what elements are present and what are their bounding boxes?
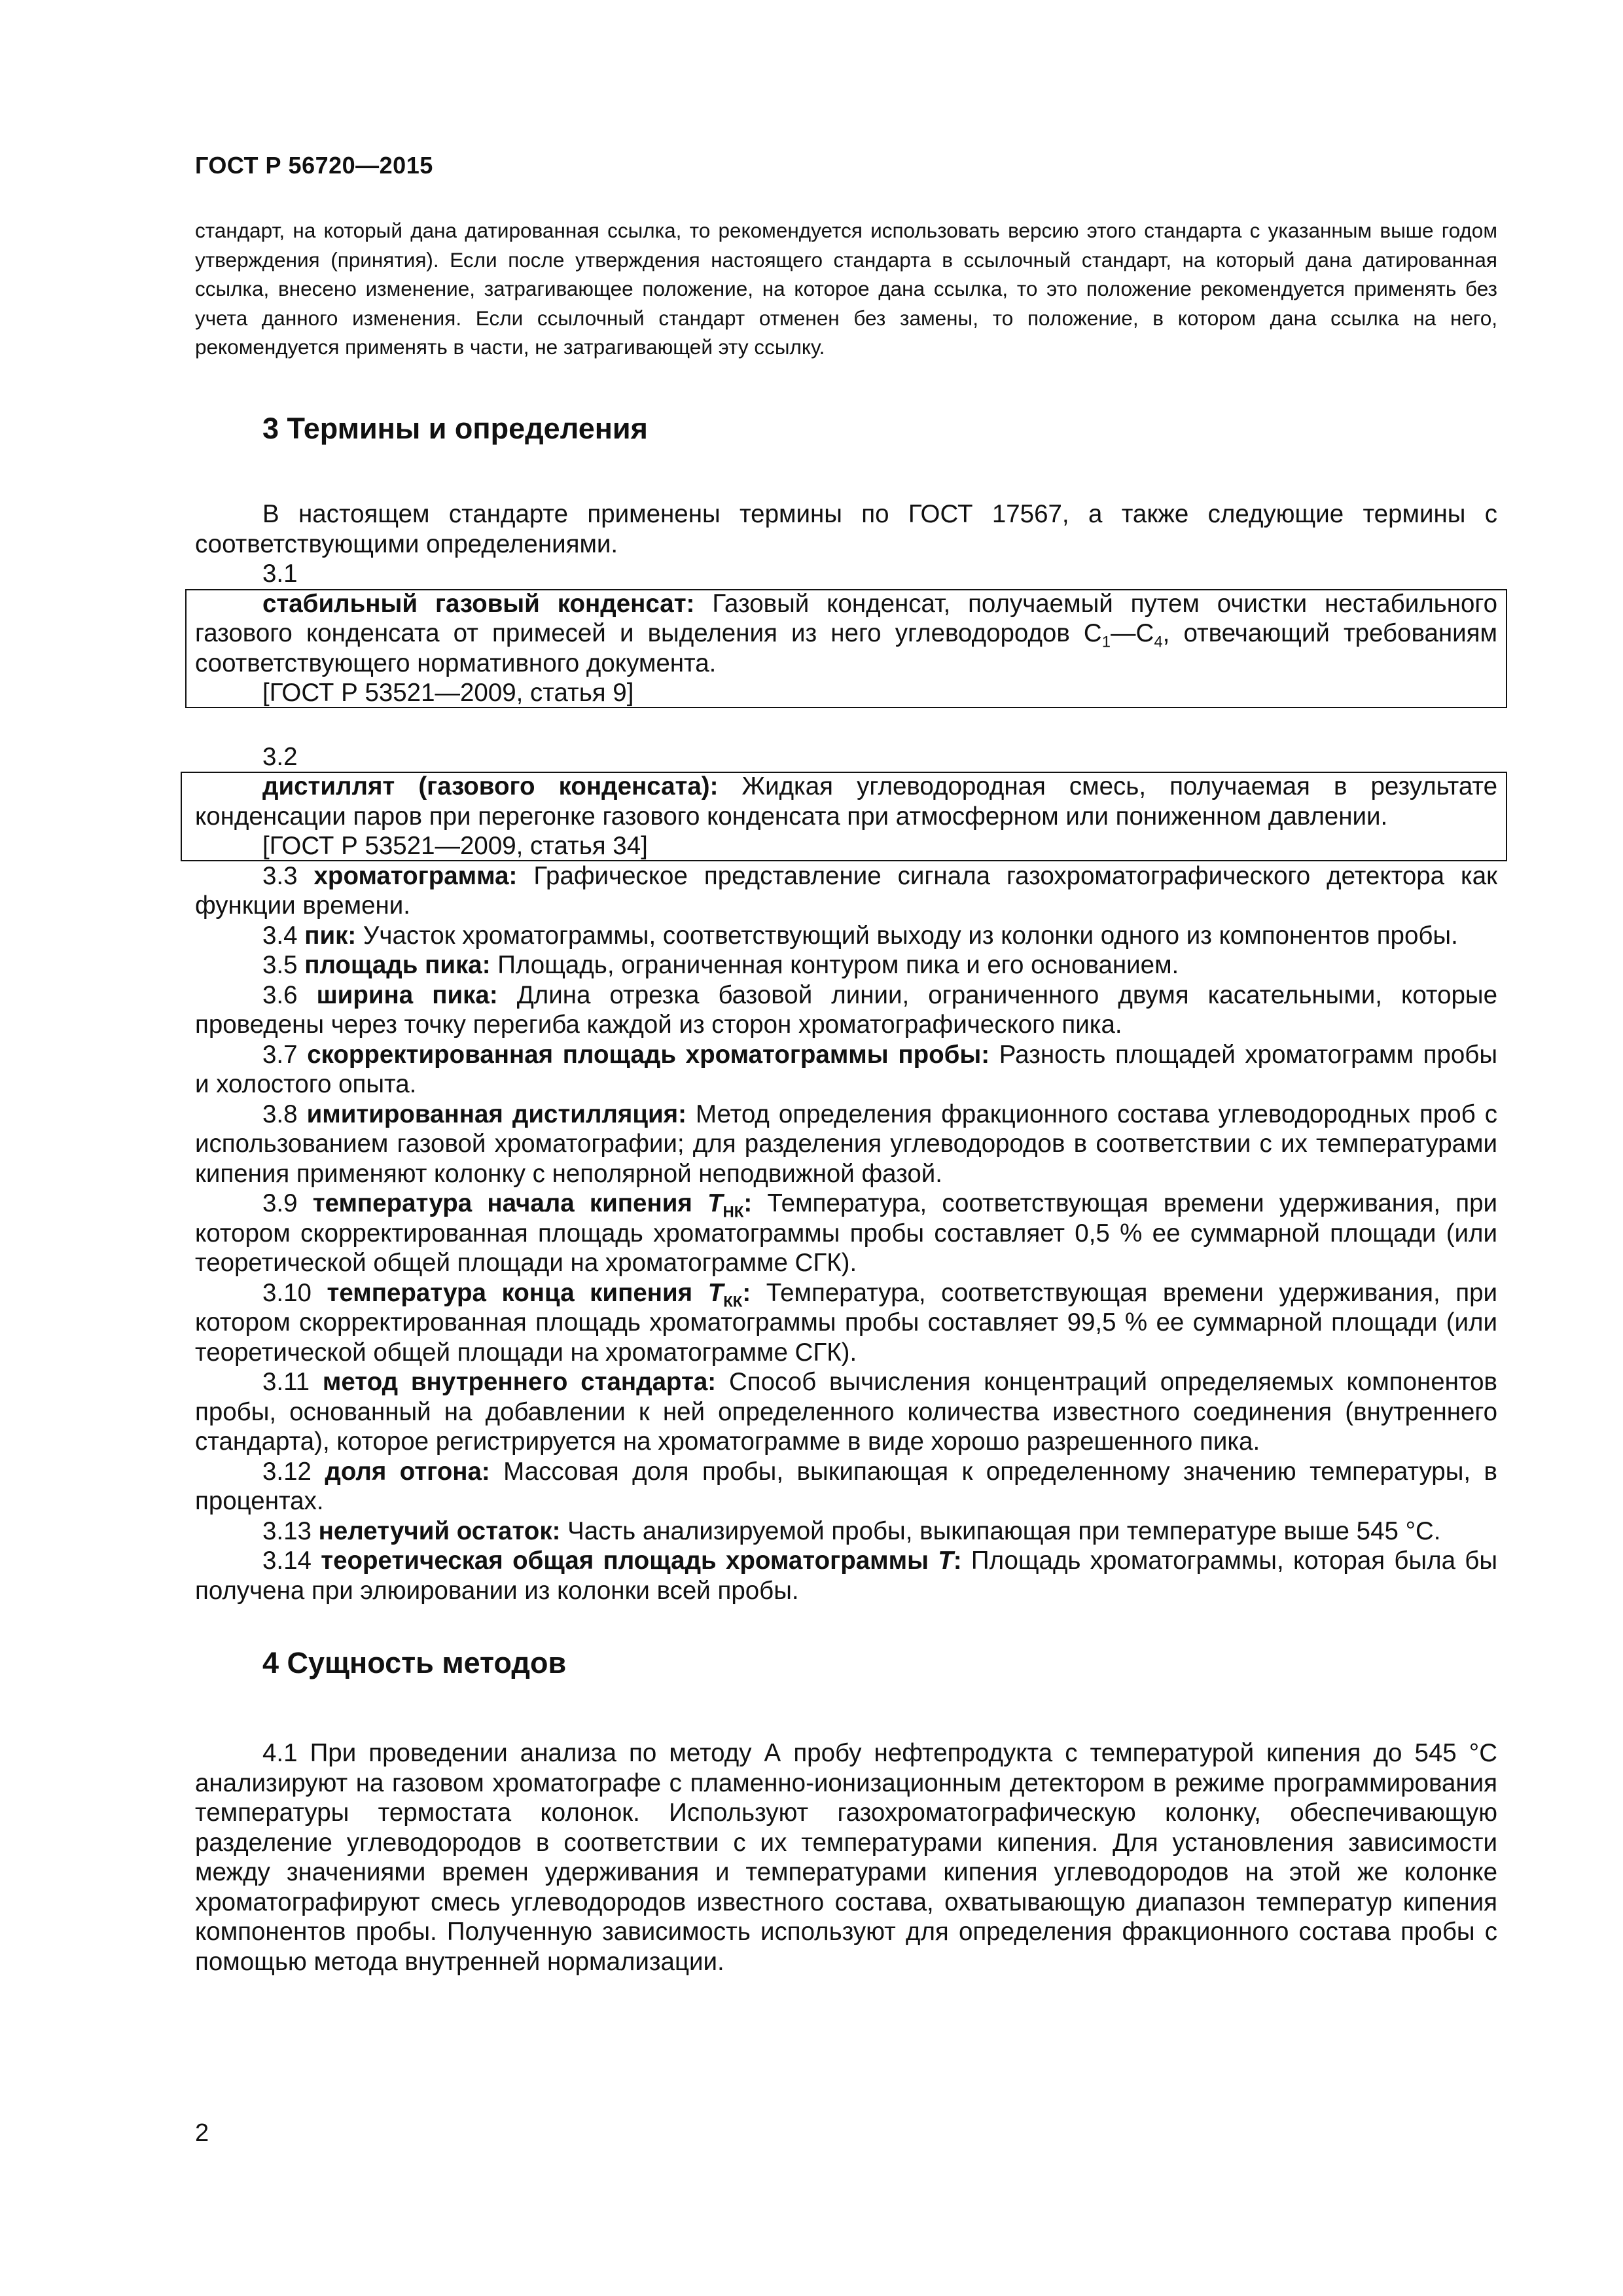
- term-3-9-def: Температура, соответствующая времени удерживания, при котором скорректированная площадь хроматограммы пробы составляет 0,5 % ее суммарной площади (или теоретической общей площади на хроматограмме СГК).: [195, 1189, 1498, 1277]
- term-3-10-term-text: температура конца кипения: [327, 1278, 708, 1307]
- term-3-6-number: 3.6: [262, 980, 317, 1009]
- term-3-14-number: 3.14: [262, 1547, 321, 1575]
- term-3-8-number: 3.8: [262, 1100, 307, 1128]
- intro-paragraph: стандарт, на который дана датированная ссылка, то рекомендуется использовать версию этого стандарта с указанным выше годом утверждения (принятия). Если после утверждения настоящего стандарта в ссылочный стандарт, на который дана датированная ссылка, внесено изменение, затрагивающее положение, на которое дана ссылка, то это положение рекомендуется применять без учета данного изменения. Если ссылочный стандарт отменен без замены, то положение, в котором дана ссылка на него, рекомендуется применять в части, не затрагивающей эту ссылку.: [195, 219, 1497, 359]
- term-3-7-def: Разность площадей хроматограмм пробы и холостого опыта.: [195, 1040, 1498, 1098]
- term-3-10-term: [327, 1278, 751, 1310]
- term-3-2-def: Жидкая углеводородная смесь, получаемая в результате конденсации паров при перегонке газового конденсата при атмосферном или пониженном давлении.: [195, 772, 1497, 831]
- section-3-title: 3 Термины и определения: [262, 412, 648, 445]
- term-3-4-number: 3.4: [262, 921, 305, 950]
- term-3-5: [195, 950, 1497, 980]
- term-3-2-frame: [181, 772, 1507, 861]
- section-4-title: 4 Сущность методов: [262, 1646, 567, 1679]
- term-3-8-term: имитированная дистилляция:: [306, 1100, 687, 1128]
- term-3-11-def: Способ вычисления концентраций определяемых компонентов пробы, основанный на добавлении к ней определенного количества известного соединения (внутреннего стандарта), которое регистрируется на хроматограмме в виде хорошо разрешенного пика.: [195, 1368, 1497, 1456]
- term-3-10-def: Температура, соответствующая времени удерживания, при котором скорректированная площадь хроматограммы пробы составляет 99,5 % ее суммарной площади (или теоретической общей площади на хроматограмме СГК).: [195, 1278, 1497, 1367]
- main-content: [195, 409, 1497, 1977]
- term-3-1-source: [ГОСТ Р 53521—2009, статья 9]: [262, 679, 634, 707]
- term-3-2-term: дистиллят (газового конденсата):: [262, 772, 719, 800]
- term-3-3-number: 3.3: [262, 861, 314, 890]
- term-3-13-number: 3.13: [262, 1516, 319, 1545]
- term-3-11-number: 3.11: [262, 1368, 323, 1396]
- term-3-12: [195, 1457, 1497, 1516]
- term-3-3-def: Графическое представление сигнала газохроматографического детектора как функции времени.: [195, 861, 1497, 920]
- term-3-1-number: 3.1: [262, 560, 298, 588]
- term-3-10: [195, 1278, 1497, 1368]
- term-3-10-symbol: T: [707, 1278, 724, 1307]
- term-3-8: [195, 1100, 1497, 1189]
- term-3-6-def: Длина отрезка базовой линии, ограниченного двумя касательными, которые проведены через точку перегиба каждой из сторон хроматографического пика.: [195, 980, 1497, 1039]
- term-3-3-term: хроматограмма:: [313, 861, 518, 890]
- term-3-9: [195, 1189, 1497, 1278]
- term-3-12-number: 3.12: [262, 1457, 325, 1486]
- term-3-1-frame: [185, 589, 1507, 708]
- term-3-12-term: доля отгона:: [325, 1457, 490, 1486]
- term-3-2-number: 3.2: [262, 742, 298, 771]
- term-3-10-number: 3.10: [262, 1278, 327, 1307]
- term-3-1-term: стабильный газовый конденсат:: [262, 589, 695, 618]
- section-3-lead: В настоящем стандарте применены термины по ГОСТ 17567, а также следующие термины с соответствующими определениями.: [195, 500, 1497, 558]
- term-3-4: [195, 921, 1497, 951]
- term-3-7-number: 3.7: [262, 1040, 308, 1069]
- term-3-10-symbol-sub: КК: [723, 1292, 743, 1310]
- term-3-9-colon: :: [743, 1189, 753, 1217]
- term-3-13-term: нелетучий остаток:: [318, 1516, 561, 1545]
- term-3-9-symbol: T: [707, 1189, 723, 1217]
- term-3-13-def: Часть анализируемой пробы, выкипающая при температуре выше 545 °С.: [560, 1516, 1441, 1545]
- term-3-5-number: 3.5: [262, 951, 305, 979]
- paragraph-4-1: 4.1 При проведении анализа по методу А пробу нефтепродукта с температурой кипения до 545 °С анализируют на газовом хроматографе с пламенно-ионизационным детектором в режиме программирования температуры термостата колонок. Используют газохроматографическую колонку, обеспечивающую разделение углеводородов в соответствии с их температурами кипения. Для установления зависимости между значениями времен удерживания и температурами кипения углеводородов на этой же колонке хроматографируют смесь углеводородов известного состава, охватывающую диапазон температур кипения компонентов пробы. Полученную зависимость используют для определения фракционного состава пробы с помощью метода внутренней нормализации.: [195, 1739, 1497, 1976]
- term-3-2-box: [195, 772, 1497, 861]
- term-3-6: [195, 980, 1497, 1040]
- term-3-8-def: Метод определения фракционного состава углеводородных проб с использованием газовой хроматографии; для разделения углеводородов в соответствии с их температурами кипения применяют колонку с неполярной неподвижной фазой.: [195, 1100, 1498, 1188]
- term-3-14-term: [321, 1547, 961, 1575]
- term-3-11: [195, 1367, 1497, 1457]
- term-3-1-dash: —С: [1111, 619, 1154, 647]
- term-3-13: [195, 1516, 1497, 1547]
- term-3-3: [195, 861, 1497, 921]
- term-3-14-def: Площадь хроматограммы, которая была бы получена при элюировании из колонки всей пробы.: [195, 1547, 1497, 1605]
- term-3-1-box: [195, 589, 1497, 708]
- page-number: 2: [195, 2119, 209, 2147]
- term-3-14-term-text: теоретическая общая площадь хроматограммы: [321, 1547, 938, 1575]
- term-3-10-colon: :: [742, 1278, 751, 1307]
- term-3-11-term: метод внутреннего стандарта:: [322, 1368, 717, 1396]
- term-3-9-term-text: температура начала кипения: [312, 1189, 707, 1217]
- term-3-4-def: Участок хроматограммы, соответствующий выходу из колонки одного из компонентов пробы.: [356, 921, 1458, 950]
- term-3-9-term: [312, 1189, 753, 1221]
- term-3-12-def: Массовая доля пробы, выкипающая к определенному значению температуры, в процентах.: [195, 1457, 1497, 1515]
- term-3-14: [195, 1546, 1497, 1605]
- term-3-14-colon: :: [953, 1547, 962, 1575]
- term-3-2-source: [ГОСТ Р 53521—2009, статья 34]: [262, 832, 648, 860]
- term-3-9-number: 3.9: [262, 1189, 313, 1217]
- term-3-1-sub-2: 4: [1154, 633, 1163, 651]
- term-3-6-term: ширина пика:: [316, 980, 498, 1009]
- term-3-5-def: Площадь, ограниченная контуром пика и его основанием.: [490, 951, 1179, 979]
- term-3-7-term: скорректированная площадь хроматограммы пробы:: [307, 1040, 990, 1069]
- term-3-1-def-b: , отвечающий требованиям соответствующего нормативного документа.: [195, 619, 1497, 677]
- term-3-14-symbol: T: [938, 1547, 954, 1575]
- term-3-9-symbol-sub: НК: [722, 1203, 744, 1221]
- term-3-1-sub-1: 1: [1101, 633, 1111, 651]
- term-3-7: [195, 1040, 1497, 1100]
- term-3-1-def-a: Газовый конденсат, получаемый путем очистки нестабильного газового конденсата от примесей и выделения из него углеводородов С: [195, 589, 1497, 647]
- document-header: ГОСТ Р 56720—2015: [195, 152, 433, 179]
- term-3-5-term: площадь пика:: [304, 951, 491, 979]
- term-3-4-term: пик:: [304, 921, 357, 950]
